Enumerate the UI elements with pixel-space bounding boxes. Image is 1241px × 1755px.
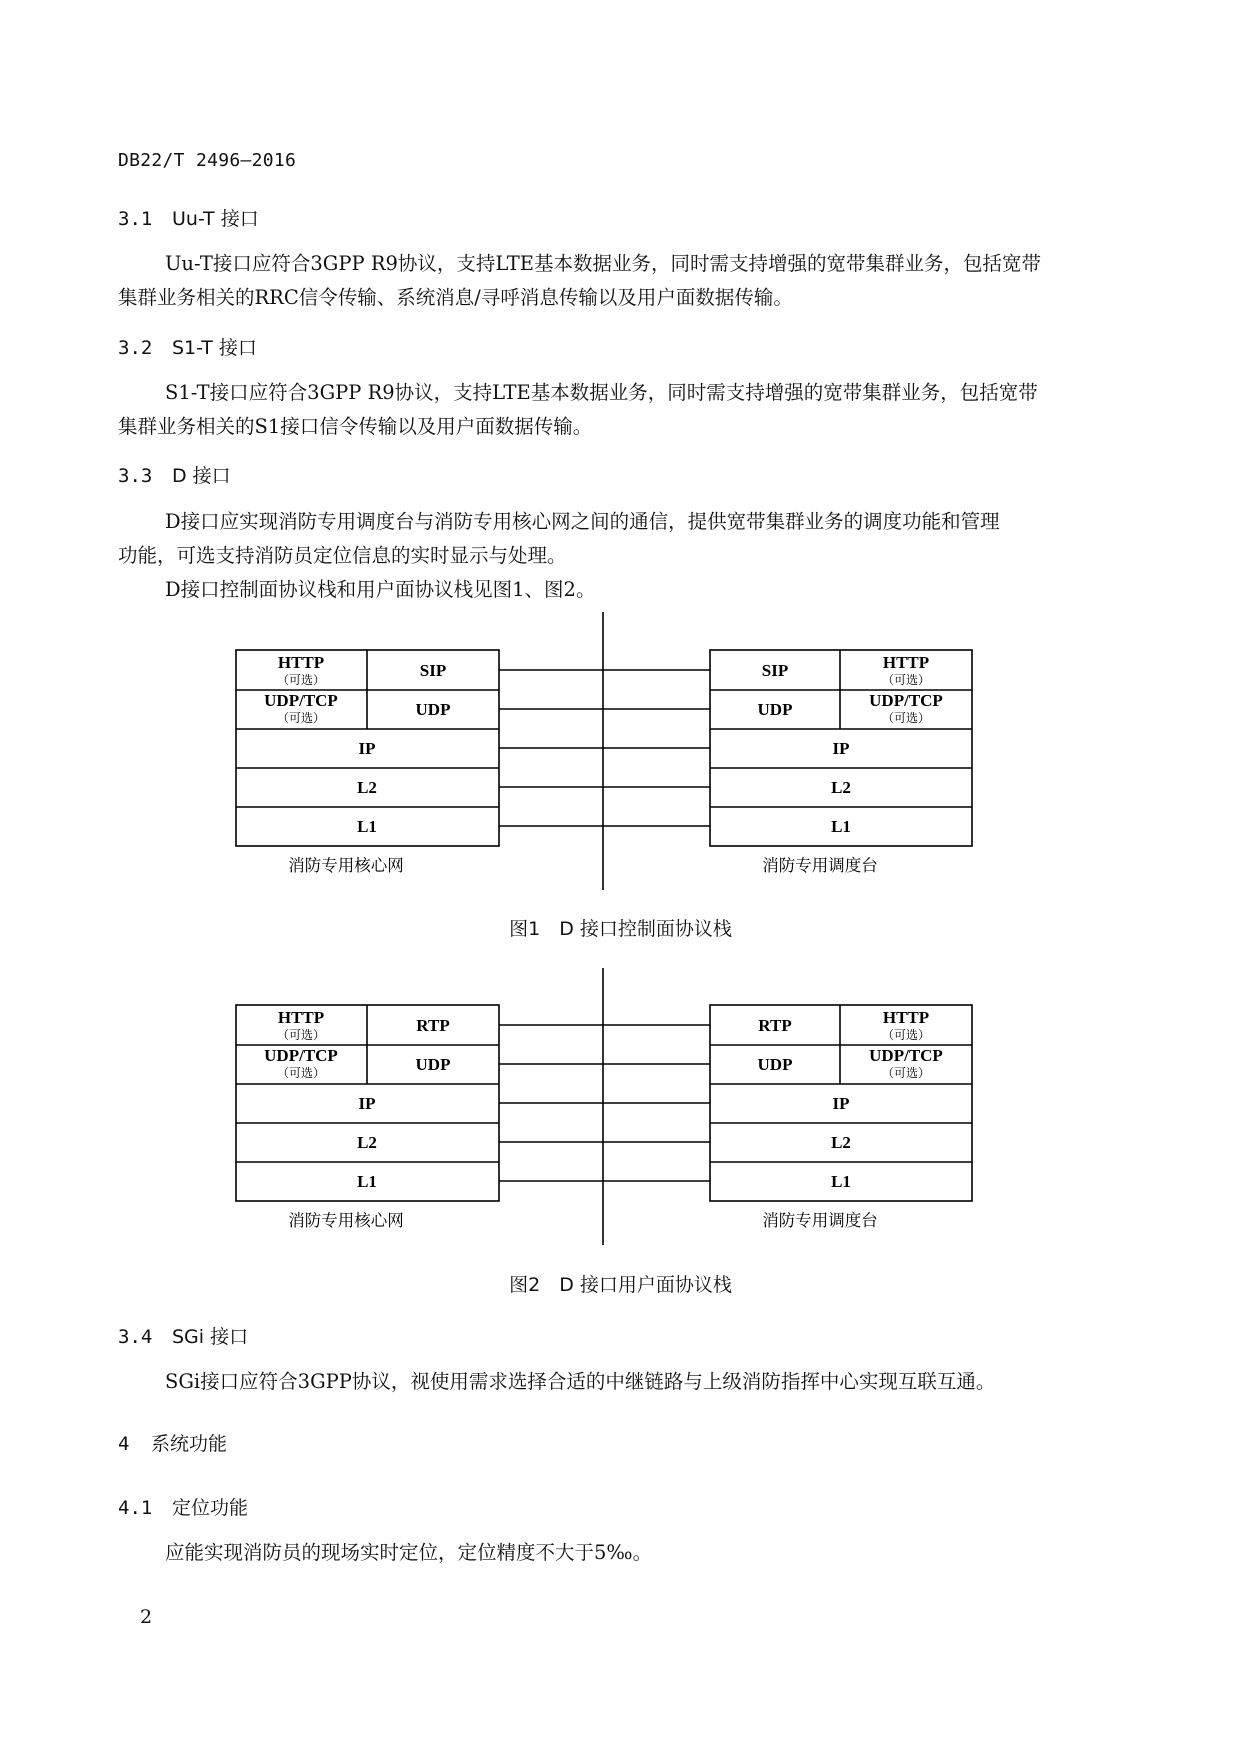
section-3-3-para-line1: D接口应实现消防专用调度台与消防专用核心网之间的通信，提供宽带集群业务的调度功能和管理 <box>165 510 1000 533</box>
section-3-3-para-line2: 功能，可选支持消防员定位信息的实时显示与处理。 <box>118 544 567 567</box>
layer-sublabel: （可选） <box>276 673 326 687</box>
layer-label: HTTP <box>277 1008 325 1027</box>
section-4-1-heading <box>118 1493 248 1520</box>
figure-1-caption: 图1 D 接口控制面协议栈 <box>509 918 732 940</box>
layer-label: L1 <box>357 817 377 836</box>
layer-label: L2 <box>831 1133 851 1152</box>
layer-sublabel: （可选） <box>276 711 326 725</box>
section-title: D 接口 <box>172 465 231 487</box>
left-entity-label: 消防专用核心网 <box>288 856 404 875</box>
section-number: 4 <box>118 1433 130 1455</box>
layer-sublabel: （可选） <box>881 673 931 687</box>
left-entity-label: 消防专用核心网 <box>288 1211 404 1230</box>
section-title: S1-T 接口 <box>172 337 257 359</box>
section-title: Uu-T 接口 <box>172 208 259 230</box>
layer-label: UDP/TCP <box>869 1046 943 1065</box>
section-number: 3.1 <box>118 208 153 230</box>
figure-2-caption: 图2 D 接口用户面协议栈 <box>509 1274 732 1296</box>
layer-label: SIP <box>761 661 789 680</box>
right-entity-label: 消防专用调度台 <box>762 856 878 875</box>
section-3-1-para-line2: 集群业务相关的RRC信令传输、系统消息/寻呼消息传输以及用户面数据传输。 <box>118 286 793 309</box>
layer-label: UDP/TCP <box>264 1046 338 1065</box>
layer-label: SIP <box>419 661 447 680</box>
layer-label: L2 <box>831 778 851 797</box>
layer-label: UDP <box>757 1055 793 1074</box>
section-3-4-para: SGi接口应符合3GPP协议，视使用需求选择合适的中继链路与上级消防指挥中心实现互联互通。 <box>165 1370 996 1393</box>
layer-label: L1 <box>357 1172 377 1191</box>
layer-label: IP <box>358 739 376 758</box>
section-3-2-para-line1: S1-T接口应符合3GPP R9协议，支持LTE基本数据业务，同时需支持增强的宽带集群业务，包括宽带 <box>165 381 1038 404</box>
right-entity-label: 消防专用调度台 <box>762 1211 878 1230</box>
section-3-3-heading <box>118 461 231 488</box>
section-title: 定位功能 <box>172 1497 249 1519</box>
layer-label: HTTP <box>277 653 325 672</box>
section-3-1-para-line1: Uu-T接口应符合3GPP R9协议，支持LTE基本数据业务，同时需支持增强的宽带集群业务，包括宽带 <box>165 252 1042 275</box>
layer-label: L2 <box>357 1133 377 1152</box>
layer-label: L1 <box>831 817 851 836</box>
layer-label: IP <box>832 739 850 758</box>
layer-label: L1 <box>831 1172 851 1191</box>
section-3-3-para2: D接口控制面协议栈和用户面协议栈见图1、图2。 <box>165 578 596 601</box>
doc-code-header: DB22/T 2496—2016 <box>118 150 297 171</box>
section-number: 3.4 <box>118 1326 153 1348</box>
section-4-1-para: 应能实现消防员的现场实时定位，定位精度不大于5‰。 <box>165 1541 653 1564</box>
layer-label: UDP <box>415 700 451 719</box>
section-3-2-heading <box>118 333 257 360</box>
section-number: 3.2 <box>118 337 153 359</box>
layer-sublabel: （可选） <box>881 711 931 725</box>
section-title: SGi 接口 <box>172 1326 249 1348</box>
layer-label: L2 <box>357 778 377 797</box>
layer-label: IP <box>358 1094 376 1113</box>
layer-sublabel: （可选） <box>276 1028 326 1042</box>
layer-sublabel: （可选） <box>881 1028 931 1042</box>
figure-2-diagram <box>0 960 1241 1260</box>
section-number: 4.1 <box>118 1497 153 1519</box>
section-3-2-para-line2: 集群业务相关的S1接口信令传输以及用户面数据传输。 <box>118 415 593 438</box>
layer-label: RTP <box>416 1016 450 1035</box>
section-number: 3.3 <box>118 465 153 487</box>
layer-label: UDP <box>415 1055 451 1074</box>
section-4-heading <box>118 1429 227 1456</box>
layer-label: UDP <box>757 700 793 719</box>
section-title: 系统功能 <box>151 1433 228 1455</box>
layer-sublabel: （可选） <box>881 1066 931 1080</box>
section-3-1-heading <box>118 204 259 231</box>
layer-sublabel: （可选） <box>276 1066 326 1080</box>
layer-label: HTTP <box>882 1008 930 1027</box>
page-number: 2 <box>140 1606 153 1628</box>
layer-label: UDP/TCP <box>264 691 338 710</box>
layer-label: RTP <box>758 1016 792 1035</box>
section-3-4-heading <box>118 1322 248 1349</box>
layer-label: UDP/TCP <box>869 691 943 710</box>
layer-label: IP <box>832 1094 850 1113</box>
layer-label: HTTP <box>882 653 930 672</box>
figure-1-diagram <box>0 600 1241 900</box>
